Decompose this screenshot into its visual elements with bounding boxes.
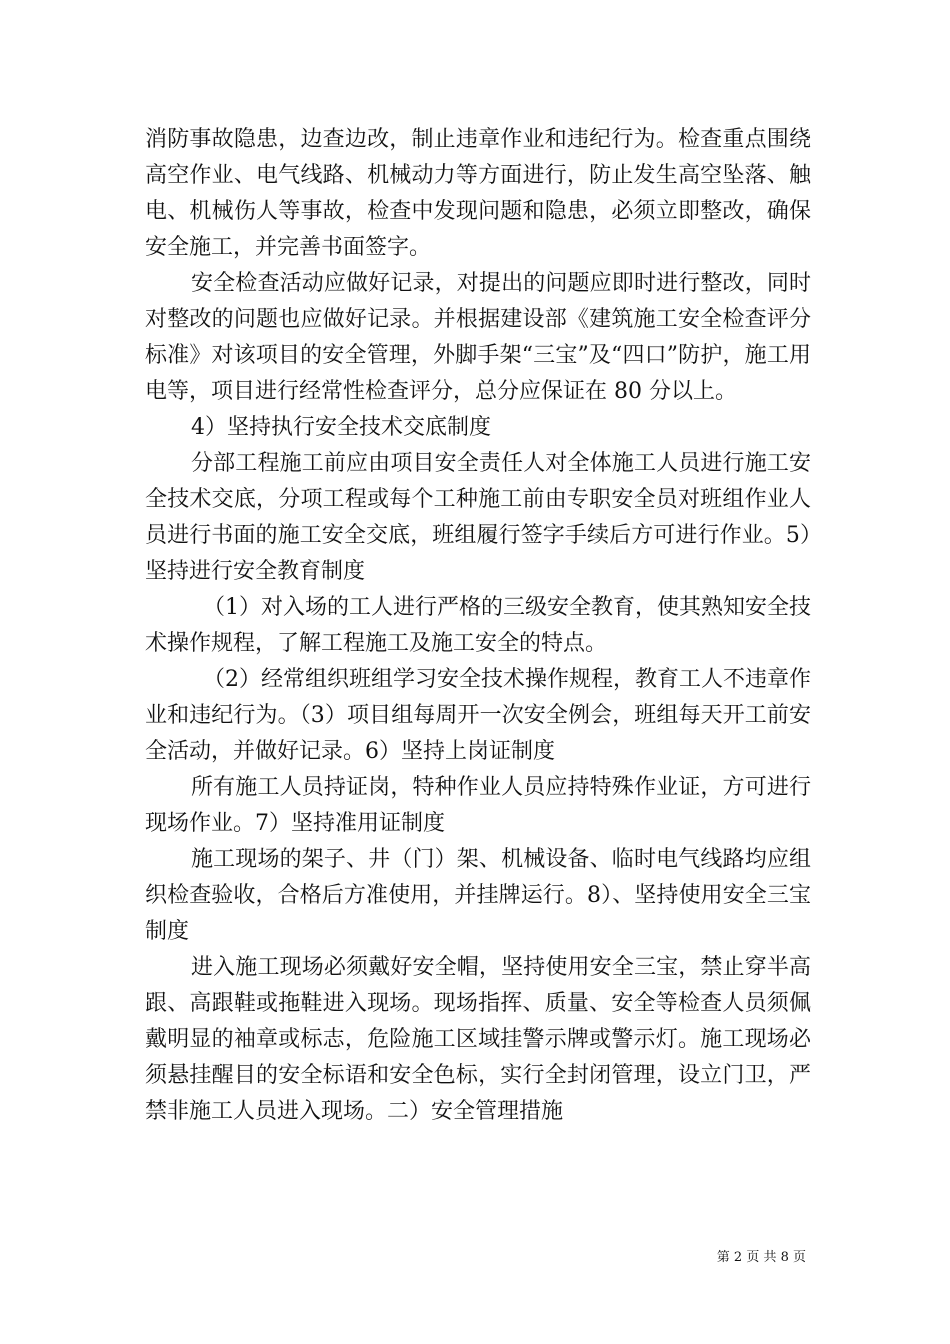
heading-safety-disclosure: 4）坚持执行安全技术交底制度 [191, 415, 491, 440]
paragraph-equipment-acceptance: 施工现场的架子、井（门）架、机械设备、临时电气线路均应组织检查验收，合格后方准使用，并挂牌运行。8）、坚持使用安全三宝制度 [145, 847, 811, 944]
paragraph-education-item-2: （2）经常组织班组学习安全技术操作规程，教育工人不违章作业和违纪行为。（3）项目组每周开一次安全例会，班组每天开工前安全活动，并做好记录。6）坚持上岗证制度 [145, 667, 811, 764]
paragraph-fire-hazard-inspection: 消防事故隐患，边查边改，制止违章作业和违纪行为。检查重点围绕高空作业、电气线路、机械动力等方面进行，防止发生高空坠落、触电、机械伤人等事故，检查中发现问题和隐患，必须立即整改，确保安全施工，并完善书面签字。 [145, 127, 811, 260]
paragraph-site-safety-rules: 进入施工现场必须戴好安全帽，坚持使用安全三宝，禁止穿半高跟、高跟鞋或拖鞋进入现场。现场指挥、质量、安全等检查人员须佩戴明显的袖章或标志，危险施工区域挂警示牌或警示灯。施工现场必须悬挂醒目的安全标语和安全色标，实行全封闭管理，设立门卫，严禁非施工人员进入现场。二）安全管理措施 [145, 955, 811, 1124]
paragraph-education-item-1: （1）对入场的工人进行严格的三级安全教育，使其熟知安全技术操作规程，了解工程施工及施工安全的特点。 [145, 595, 811, 656]
page-number-footer: 第 2 页 共 8 页 [716, 1250, 806, 1265]
paragraph-certificate-system: 所有施工人员持证岗，特种作业人员应持特殊作业证，方可进行现场作业。7）坚持准用证制度 [145, 775, 811, 836]
paragraph-safety-disclosure: 分部工程施工前应由项目安全责任人对全体施工人员进行施工安全技术交底，分项工程或每个工种施工前由专职安全员对班组作业人员进行书面的施工安全交底，班组履行签字手续后方可进行作业。5）坚持进行安全教育制度 [145, 451, 811, 584]
document-body [145, 122, 811, 1130]
paragraph-inspection-records: 安全检查活动应做好记录，对提出的问题应即时进行整改，同时对整改的问题也应做好记录。并根据建设部《建筑施工安全检查评分标准》对该项目的安全管理，外脚手架“三宝”及“四口”防护，施工用电等，项目进行经常性检查评分，总分应保证在 80 分以上。 [145, 271, 811, 404]
